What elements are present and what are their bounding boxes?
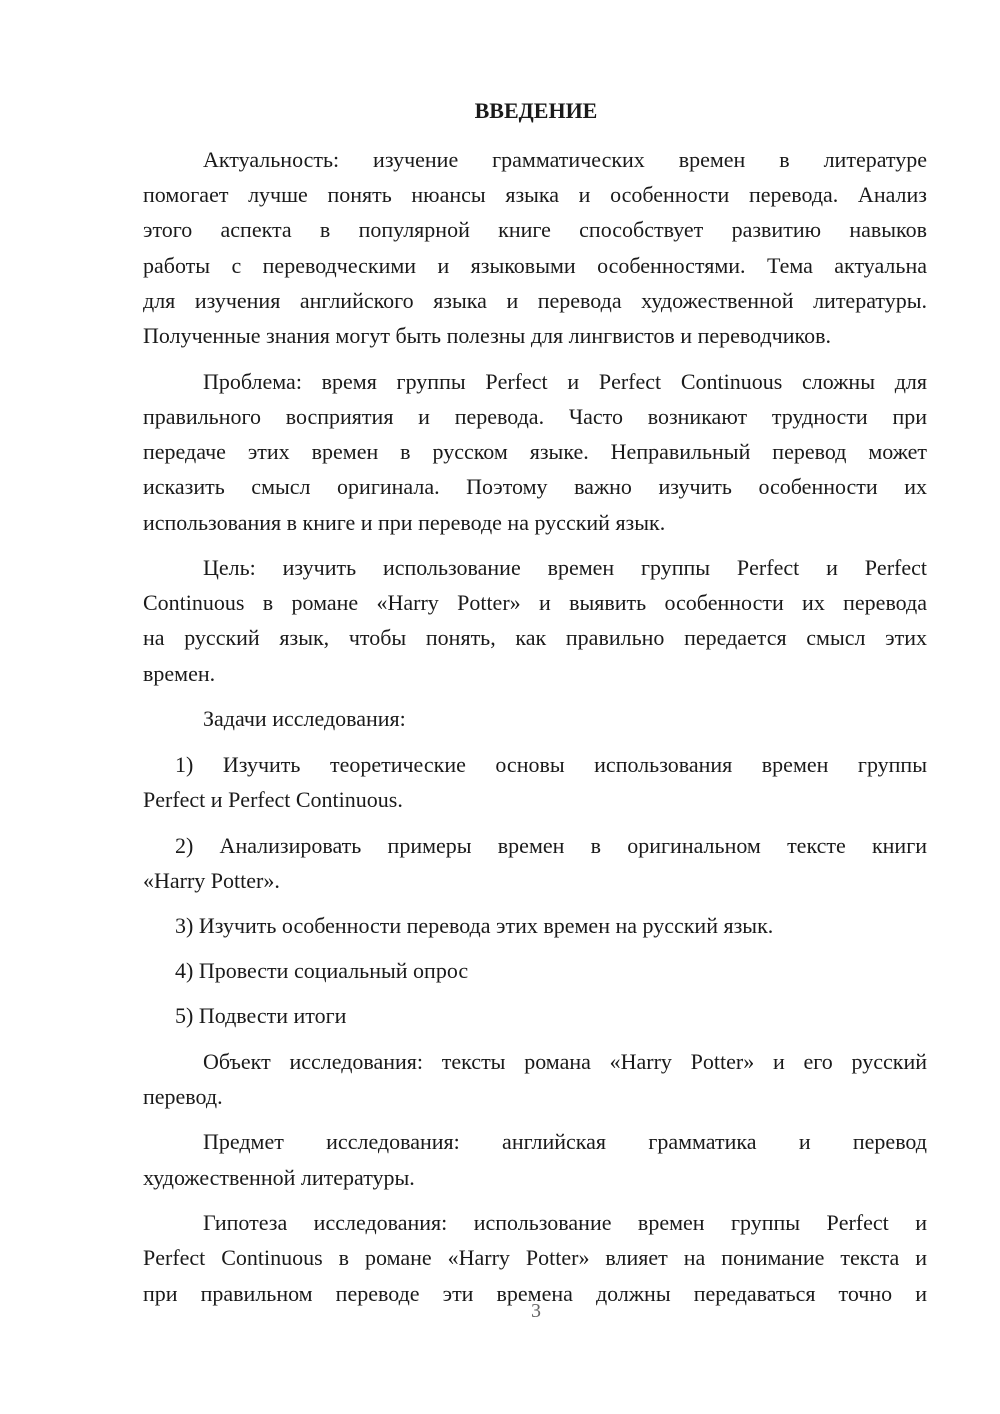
problem-line: исказить смысл оригинала. Поэтому важно изучить особенности их	[143, 474, 927, 499]
problem-line: передаче этих времен в русском языке. Неправильный перевод может	[143, 439, 927, 464]
task-item: 3) Изучить особенности перевода этих времен на русский язык.	[175, 913, 774, 938]
hypothesis-line: Perfect Continuous в романе «Harry Potter» влияет на понимание текста и	[143, 1245, 927, 1270]
problem-line: правильного восприятия и перевода. Часто возникают трудности при	[143, 404, 927, 429]
object-line: перевод.	[143, 1084, 223, 1109]
relevance-line: Полученные знания могут быть полезны для лингвистов и переводчиков.	[143, 323, 831, 348]
relevance-line: работы с переводческими и языковыми особенностями. Тема актуальна	[143, 253, 927, 278]
goal-line: Цель: изучить использование времен группы Perfect и Perfect	[203, 555, 927, 580]
relevance-line: Актуальность: изучение грамматических времен в литературе	[203, 147, 927, 172]
task-item: 2) Анализировать примеры времен в оригинальном тексте книги	[175, 833, 927, 858]
subject-line: Предмет исследования: английская грамматика и перевод	[203, 1129, 927, 1154]
hypothesis-line: Гипотеза исследования: использование времен группы Perfect и	[203, 1210, 927, 1235]
task-item: 5) Подвести итоги	[175, 1003, 347, 1028]
page-number: 3	[531, 1300, 541, 1322]
goal-line: времен.	[143, 661, 216, 686]
relevance-line: этого аспекта в популярной книге способствует развитию навыков	[143, 217, 927, 242]
relevance-line: помогает лучше понять нюансы языка и особенности перевода. Анализ	[143, 182, 927, 207]
relevance-line: для изучения английского языка и перевода художественной литературы.	[143, 288, 927, 313]
goal-line: на русский язык, чтобы понять, как правильно передается смысл этих	[143, 625, 927, 650]
object-line: Объект исследования: тексты романа «Harry Potter» и его русский	[203, 1049, 927, 1074]
page-title: ВВЕДЕНИЕ	[474, 98, 598, 123]
problem-line: использования в книге и при переводе на русский язык.	[143, 510, 666, 535]
task-item: Perfect и Perfect Continuous.	[143, 787, 403, 812]
tasks-heading: Задачи исследования:	[203, 706, 406, 731]
task-item: 1) Изучить теоретические основы использования времен группы	[175, 752, 927, 777]
problem-line: Проблема: время группы Perfect и Perfect Continuous сложны для	[203, 369, 927, 394]
subject-line: художественной литературы.	[143, 1165, 415, 1190]
hypothesis-line: при правильном переводе эти времена должны передаваться точно и	[143, 1281, 927, 1306]
task-item: «Harry Potter».	[143, 868, 280, 893]
goal-line: Continuous в романе «Harry Potter» и выявить особенности их перевода	[143, 590, 927, 615]
task-item: 4) Провести социальный опрос	[175, 958, 469, 983]
